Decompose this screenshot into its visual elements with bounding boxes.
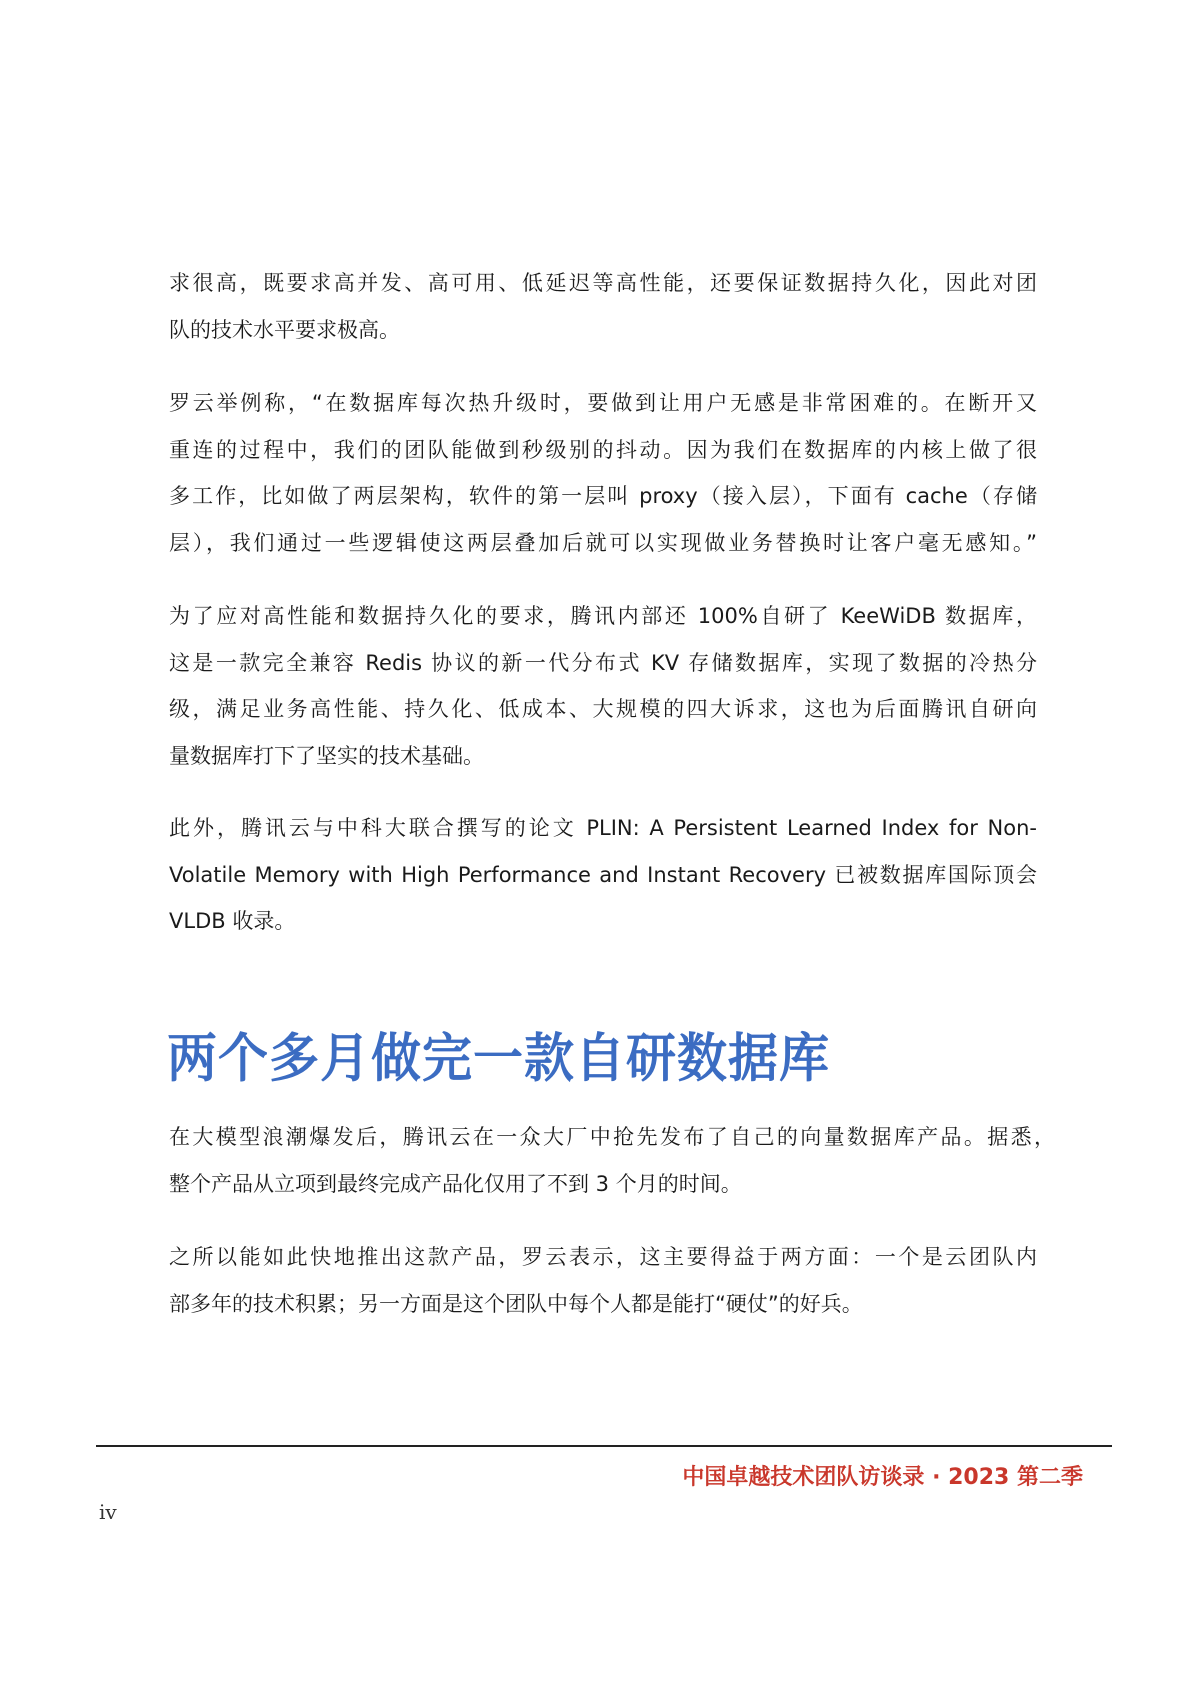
text-line: 整个产品从立项到最终完成产品化仅用了不到 3 个月的时间。 (169, 1171, 742, 1196)
paragraph-5 (169, 1114, 1055, 1207)
section-heading: 两个多月做完一款自研数据库 (167, 1027, 830, 1089)
text-line: 重连的过程中，我们的团队能做到秒级别的抖动。因为我们在数据库的内核上做了很 (169, 437, 1037, 462)
paragraph-2 (169, 380, 1037, 566)
publication-title: 中国卓越技术团队访谈录 · 2023 第二季 (682, 1465, 1083, 1490)
paragraph-3 (169, 593, 1037, 779)
text-line: 这是一款完全兼容 Redis 协议的新一代分布式 KV 存储数据库，实现了数据的冷热分 (169, 650, 1037, 675)
text-line: 在大模型浪潮爆发后，腾讯云在一众大厂中抢先发布了自己的向量数据库产品。据悉， (169, 1125, 1055, 1149)
paragraph-1 (169, 260, 1037, 353)
text-line: 此外，腾讯云与中科大联合撰写的论文 PLIN: A Persistent Learned Index for Non- (169, 816, 1037, 840)
text-line: 队的技术水平要求极高。 (169, 317, 400, 342)
text-line: 级，满足业务高性能、持久化、低成本、大规模的四大诉求，这也为后面腾讯自研向 (169, 697, 1037, 721)
text-line: 为了应对高性能和数据持久化的要求，腾讯内部还 100%自研了 KeeWiDB 数据库， (169, 604, 1037, 628)
text-line: VLDB 收录。 (169, 909, 296, 933)
text-line: Volatile Memory with High Performance and Instant Recovery 已被数据库国际顶会 (169, 862, 1037, 887)
paragraph-6 (169, 1234, 1037, 1327)
text-line: 罗云举例称，“在数据库每次热升级时，要做到让用户无感是非常困难的。在断开又 (169, 391, 1037, 415)
paragraph-4 (169, 805, 1037, 945)
text-line: 求很高，既要求高并发、高可用、低延迟等高性能，还要保证数据持久化，因此对团 (169, 271, 1037, 295)
text-line: 多工作，比如做了两层架构，软件的第一层叫 proxy（接入层），下面有 cache（存储 (169, 484, 1037, 508)
text-line: 量数据库打下了坚实的技术基础。 (169, 743, 484, 768)
footer-divider (96, 1445, 1112, 1447)
text-line: 部多年的技术积累；另一方面是这个团队中每个人都是能打“硬仗”的好兵。 (169, 1291, 863, 1316)
text-line: 层），我们通过一些逻辑使这两层叠加后就可以实现做业务替换时让客户毫无感知。” (169, 530, 1037, 555)
text-line: 之所以能如此快地推出这款产品，罗云表示，这主要得益于两方面：一个是云团队内 (169, 1245, 1037, 1269)
page-number: iv (99, 1500, 117, 1524)
